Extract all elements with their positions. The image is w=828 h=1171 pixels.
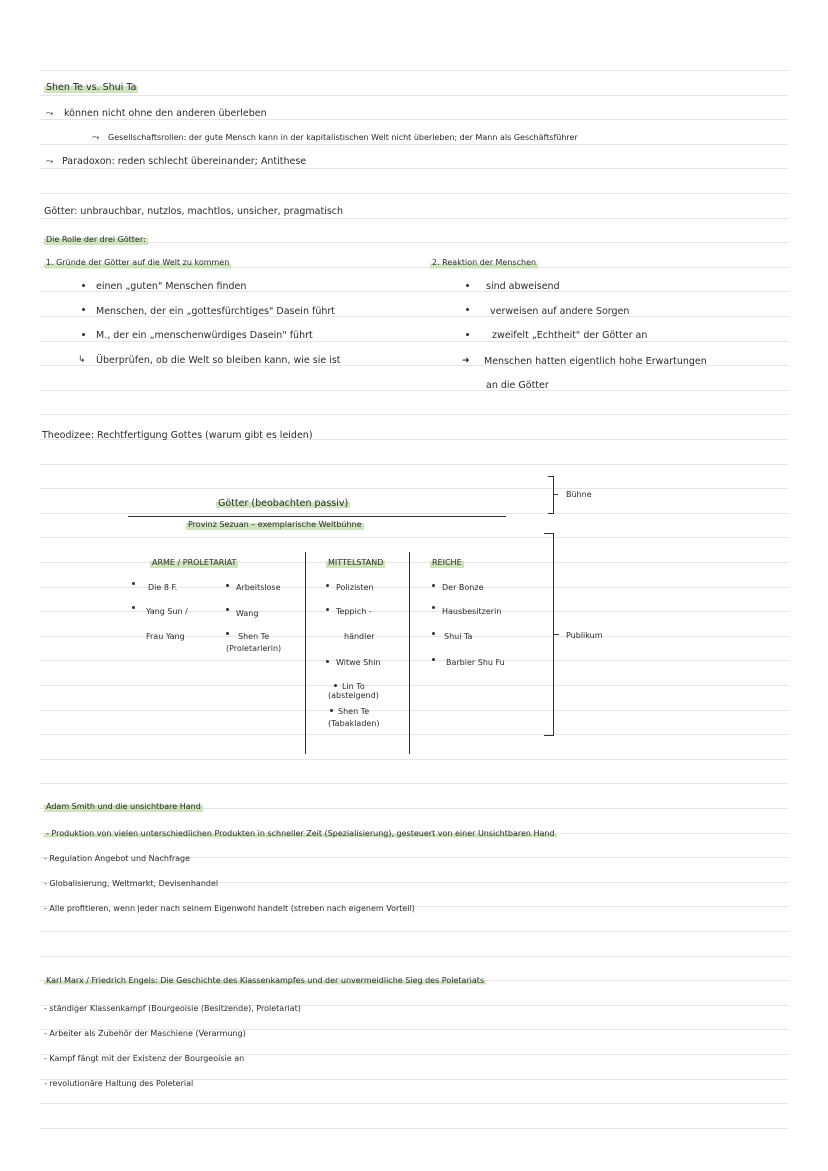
- subsection-title-rolle: Die Rolle der drei Götter:: [46, 235, 146, 244]
- bracket: [553, 634, 559, 635]
- class-member: Wang: [236, 609, 259, 618]
- bullet-dot: [466, 284, 469, 287]
- ruled-line: [40, 144, 788, 145]
- list-item: zweifelt „Echtheit" der Götter an: [492, 330, 648, 341]
- bullet-dot: [466, 308, 469, 311]
- ruled-line: [40, 537, 788, 538]
- note-line: Paradoxon: reden schlecht übereinander; Antithese: [62, 156, 307, 167]
- arrow-icon: ⤳: [92, 133, 100, 143]
- class-member: Polizisten: [336, 583, 374, 592]
- ruled-line: [40, 513, 788, 514]
- list-item: Menschen, der ein „gottesfürchtiges" Dasein führt: [96, 306, 336, 317]
- ruled-line: [40, 734, 788, 735]
- list-item: Menschen hatten eigentlich hohe Erwartungen: [484, 356, 707, 367]
- column-divider: [409, 552, 410, 754]
- bullet-dot: [82, 284, 85, 287]
- note-line: können nicht ohne den anderen überleben: [64, 108, 267, 119]
- class-member: (Proletarierin): [226, 644, 282, 653]
- list-item: an die Götter: [486, 380, 549, 391]
- list-item: - ständiger Klassenkampf (Bourgeoisie (Besitzende), Proletariat): [44, 1004, 301, 1013]
- class-member: Shen Te: [238, 632, 270, 641]
- class-member: (absteigend): [328, 691, 379, 700]
- goetter-line: Götter: unbrauchbar, nutzlos, machtlos, unsicher, pragmatisch: [44, 206, 344, 217]
- ruled-line: [40, 931, 788, 932]
- column-divider: [305, 552, 306, 754]
- list-item: M., der ein „menschenwürdiges Dasein" führt: [96, 330, 313, 341]
- ruled-line: [40, 956, 788, 957]
- ruled-line: [40, 242, 788, 243]
- list-item: - Regulation Angebot und Nachfrage: [44, 854, 191, 863]
- ruled-line: [40, 660, 788, 661]
- arrow-icon: ⤳: [46, 157, 54, 167]
- class-member: Frau Yang: [146, 632, 185, 641]
- bracket: [553, 476, 554, 514]
- ruled-line: [40, 464, 788, 465]
- column-heading-arme: ARME / PROLETARIAT: [152, 558, 237, 567]
- bullet-dot: [432, 606, 435, 609]
- bullet-dot: [432, 584, 435, 587]
- ruled-line: [40, 759, 788, 760]
- section-title-marx-text: Karl Marx / Friedrich Engels: Die Geschichte des Klassenkampfes und der unvermeidliche Sieg des Poletariats: [46, 976, 485, 985]
- bullet-dot: [226, 632, 229, 635]
- ruled-line: [40, 168, 788, 169]
- list-item: sind abweisend: [486, 281, 560, 292]
- class-member: händler: [344, 632, 375, 641]
- section-title-adam-smith: Adam Smith und die unsichtbare Hand: [46, 802, 201, 811]
- ruled-line: [40, 488, 788, 489]
- stage-goetter: [216, 498, 350, 510]
- bullet-dot: [432, 632, 435, 635]
- bullet-dot: [466, 333, 469, 336]
- bullet-dot: [334, 684, 337, 687]
- bullet-dot: [326, 660, 329, 663]
- left-column-heading: 1. Gründe der Götter auf die Welt zu kommen: [46, 258, 230, 267]
- bullet-dot: [326, 584, 329, 587]
- bracket: [548, 513, 553, 514]
- ruled-line: [40, 193, 788, 194]
- section-title-marx: [44, 975, 486, 987]
- class-member: (Tabakladen): [328, 719, 380, 728]
- theodizee-line: Theodizee: Rechtfertigung Gottes (warum gibt es leiden): [42, 430, 313, 441]
- bracket: [544, 735, 553, 736]
- arrow-icon: ➜: [462, 356, 470, 366]
- ruled-line: [40, 783, 788, 784]
- ruled-line: [40, 685, 788, 686]
- class-member: Arbeitslose: [236, 583, 281, 592]
- right-column-heading: 2. Reaktion der Menschen: [432, 258, 537, 267]
- bullet-dot: [226, 584, 229, 587]
- class-member: Der Bonze: [442, 583, 484, 592]
- class-member: Shen Te: [338, 707, 370, 716]
- list-item: Überprüfen, ob die Welt so bleiben kann, wie sie ist: [96, 355, 341, 366]
- class-member: Yang Sun /: [146, 607, 188, 616]
- bullet-dot: [82, 308, 85, 311]
- ruled-line: [40, 710, 788, 711]
- class-member: Barbier Shu Fu: [446, 658, 505, 667]
- ruled-line: [40, 95, 788, 96]
- bullet-dot: [82, 333, 85, 336]
- stage-subtitle: Provinz Sezuan – exemplarische Weltbühne: [188, 520, 362, 529]
- section-title-shen-te: Shen Te vs. Shui Ta: [46, 82, 137, 93]
- bullet-dot: [132, 606, 135, 609]
- note-line: Gesellschaftsrollen: der gute Mensch kann in der kapitalistischen Welt nicht überleben; der Mann als Geschäftsführer: [108, 133, 578, 142]
- label-publikum: Publikum: [566, 631, 603, 640]
- class-member: Die 8 F.: [148, 583, 178, 592]
- column-heading-mittelstand: MITTELSTAND: [328, 558, 384, 567]
- bullet-dot: [330, 709, 333, 712]
- list-item: [44, 828, 557, 840]
- ruled-line: [40, 390, 788, 391]
- label-buehne: Bühne: [566, 490, 592, 499]
- list-item: - Alle profitieren, wenn jeder nach seinem Eigenwohl handelt (streben nach eigenem Vorteil): [44, 904, 415, 913]
- ruled-line: [40, 1103, 788, 1104]
- arrow-icon: ⤳: [46, 109, 54, 119]
- bullet-dot: [432, 658, 435, 661]
- list-item: - Kampf fängt mit der Existenz der Bourgeoisie an: [44, 1054, 245, 1063]
- bullet-dot: [326, 608, 329, 611]
- column-heading-reiche: REICHE: [432, 558, 462, 567]
- list-item: einen „guten" Menschen finden: [96, 281, 247, 292]
- ruled-line: [40, 414, 788, 415]
- list-item: - Arbeiter als Zubehör der Maschiene (Verarmung): [44, 1029, 246, 1038]
- bracket: [544, 533, 553, 534]
- class-member: Shui Ta: [444, 632, 473, 641]
- class-member: Lin To: [342, 682, 365, 691]
- bullet-dot: [226, 608, 229, 611]
- list-item: verweisen auf andere Sorgen: [490, 306, 630, 317]
- stage-goetter-text: Götter (beobachten passiv): [218, 498, 349, 509]
- ruled-line: [40, 218, 788, 219]
- ruled-line: [40, 70, 788, 71]
- ruled-line: [40, 1128, 788, 1129]
- list-item-text: - Produktion von vielen unterschiedlichen Produkten in schneller Zeit (Spezialisierung), gesteuert von einer Unsichtbaren Hand: [46, 829, 555, 838]
- bracket: [553, 494, 558, 495]
- list-item: - revolutionäre Haltung des Poleterial: [44, 1079, 194, 1088]
- class-member: Witwe Shin: [336, 658, 381, 667]
- arrow-icon: ↳: [78, 355, 86, 365]
- list-item: - Globalisierung, Weltmarkt, Devisenhandel: [44, 879, 219, 888]
- bullet-dot: [132, 582, 135, 585]
- class-member: Teppich -: [336, 607, 372, 616]
- stage-divider: [128, 516, 506, 517]
- class-member: Hausbesitzerin: [442, 607, 502, 616]
